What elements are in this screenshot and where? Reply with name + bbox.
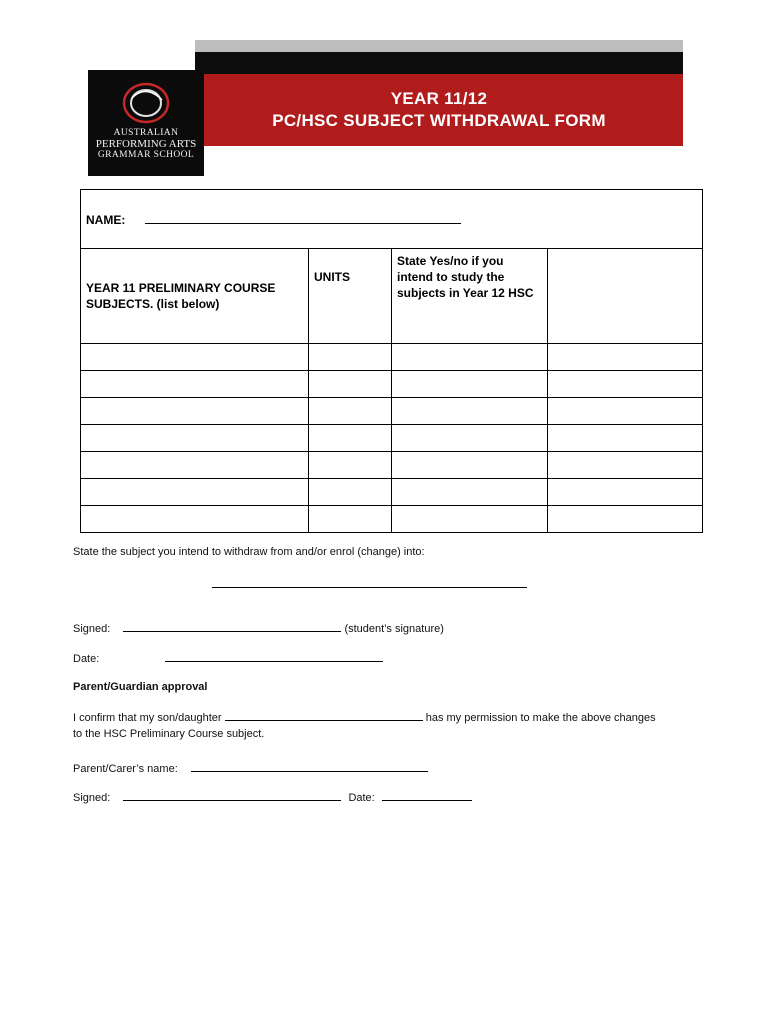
header-gray-stripe [195, 40, 683, 52]
name-line[interactable] [145, 211, 461, 224]
extra-cell[interactable] [548, 425, 703, 452]
parent-signature-row [73, 790, 472, 804]
intent-cell[interactable] [392, 506, 548, 533]
name-cell[interactable] [81, 190, 703, 249]
date-row [73, 651, 383, 665]
student-signature-note: (student’s signature) [344, 623, 444, 635]
withdraw-instruction: State the subject you intend to withdraw from and/or enrol (change) into: [73, 546, 425, 558]
confirm-prefix: I confirm that my son/daughter [73, 712, 222, 724]
carer-name-line[interactable] [191, 761, 428, 772]
intent-cell[interactable] [392, 371, 548, 398]
subject-cell[interactable] [81, 371, 309, 398]
date2-label: Date: [348, 792, 375, 804]
date-line[interactable] [165, 651, 383, 662]
table-row [81, 371, 703, 398]
title-line-2: PC/HSC SUBJECT WITHDRAWAL FORM [272, 111, 606, 130]
units-cell[interactable] [309, 398, 392, 425]
extra-cell[interactable] [548, 371, 703, 398]
table-row [81, 398, 703, 425]
subject-change-line[interactable] [212, 577, 527, 588]
intent-cell[interactable] [392, 425, 548, 452]
table-row [81, 452, 703, 479]
name-label: NAME: [86, 213, 126, 227]
units-cell[interactable] [309, 506, 392, 533]
school-logo [88, 70, 204, 176]
logo-line-2: PERFORMING ARTS [95, 138, 197, 150]
title-line-1: YEAR 11/12 [390, 89, 488, 108]
header-year12-intent: State Yes/no if you intend to study the subjects in Year 12 HSC [392, 249, 548, 344]
extra-cell[interactable] [548, 479, 703, 506]
parent-approval-heading: Parent/Guardian approval [73, 681, 208, 693]
header-units: UNITS [309, 249, 392, 344]
signed-label: Signed: [73, 623, 111, 635]
student-signature-line[interactable] [123, 621, 341, 632]
extra-cell[interactable] [548, 506, 703, 533]
intent-cell[interactable] [392, 344, 548, 371]
carer-name-row [73, 761, 428, 775]
intent-cell[interactable] [392, 452, 548, 479]
subject-cell[interactable] [81, 479, 309, 506]
parent-signature-line[interactable] [123, 790, 341, 801]
units-cell[interactable] [309, 344, 392, 371]
extra-cell[interactable] [548, 344, 703, 371]
logo-line-1: AUSTRALIAN [113, 128, 179, 138]
units-cell[interactable] [309, 425, 392, 452]
header-black-stripe [195, 52, 683, 74]
table-row [81, 479, 703, 506]
subject-cell[interactable] [81, 425, 309, 452]
logo-ring-icon [116, 78, 176, 128]
units-cell[interactable] [309, 371, 392, 398]
student-signature-row [73, 621, 444, 635]
table-row [81, 506, 703, 533]
date2-line[interactable] [382, 790, 472, 801]
table-row [81, 425, 703, 452]
logo-line-3: GRAMMAR SCHOOL [97, 150, 195, 160]
title-banner [195, 74, 683, 146]
confirm-suffix: has my permission to make the above changes [425, 712, 656, 724]
subject-cell[interactable] [81, 506, 309, 533]
confirm-line-2: to the HSC Preliminary Course subject. [73, 728, 265, 740]
header-blank [548, 249, 703, 344]
units-cell[interactable] [309, 479, 392, 506]
carer-name-label: Parent/Carer’s name: [73, 763, 178, 775]
subject-change-field[interactable] [212, 577, 527, 591]
subject-cell[interactable] [81, 344, 309, 371]
subjects-table [80, 189, 703, 533]
date-label: Date: [73, 653, 100, 665]
table-row [81, 344, 703, 371]
subject-cell[interactable] [81, 398, 309, 425]
subject-cell[interactable] [81, 452, 309, 479]
extra-cell[interactable] [548, 452, 703, 479]
signed2-label: Signed: [73, 792, 111, 804]
extra-cell[interactable] [548, 398, 703, 425]
intent-cell[interactable] [392, 479, 548, 506]
units-cell[interactable] [309, 452, 392, 479]
intent-cell[interactable] [392, 398, 548, 425]
confirm-row [73, 710, 656, 724]
header-subjects: YEAR 11 PRELIMINARY COURSE SUBJECTS. (list below) [81, 249, 309, 344]
child-name-line[interactable] [225, 710, 423, 721]
